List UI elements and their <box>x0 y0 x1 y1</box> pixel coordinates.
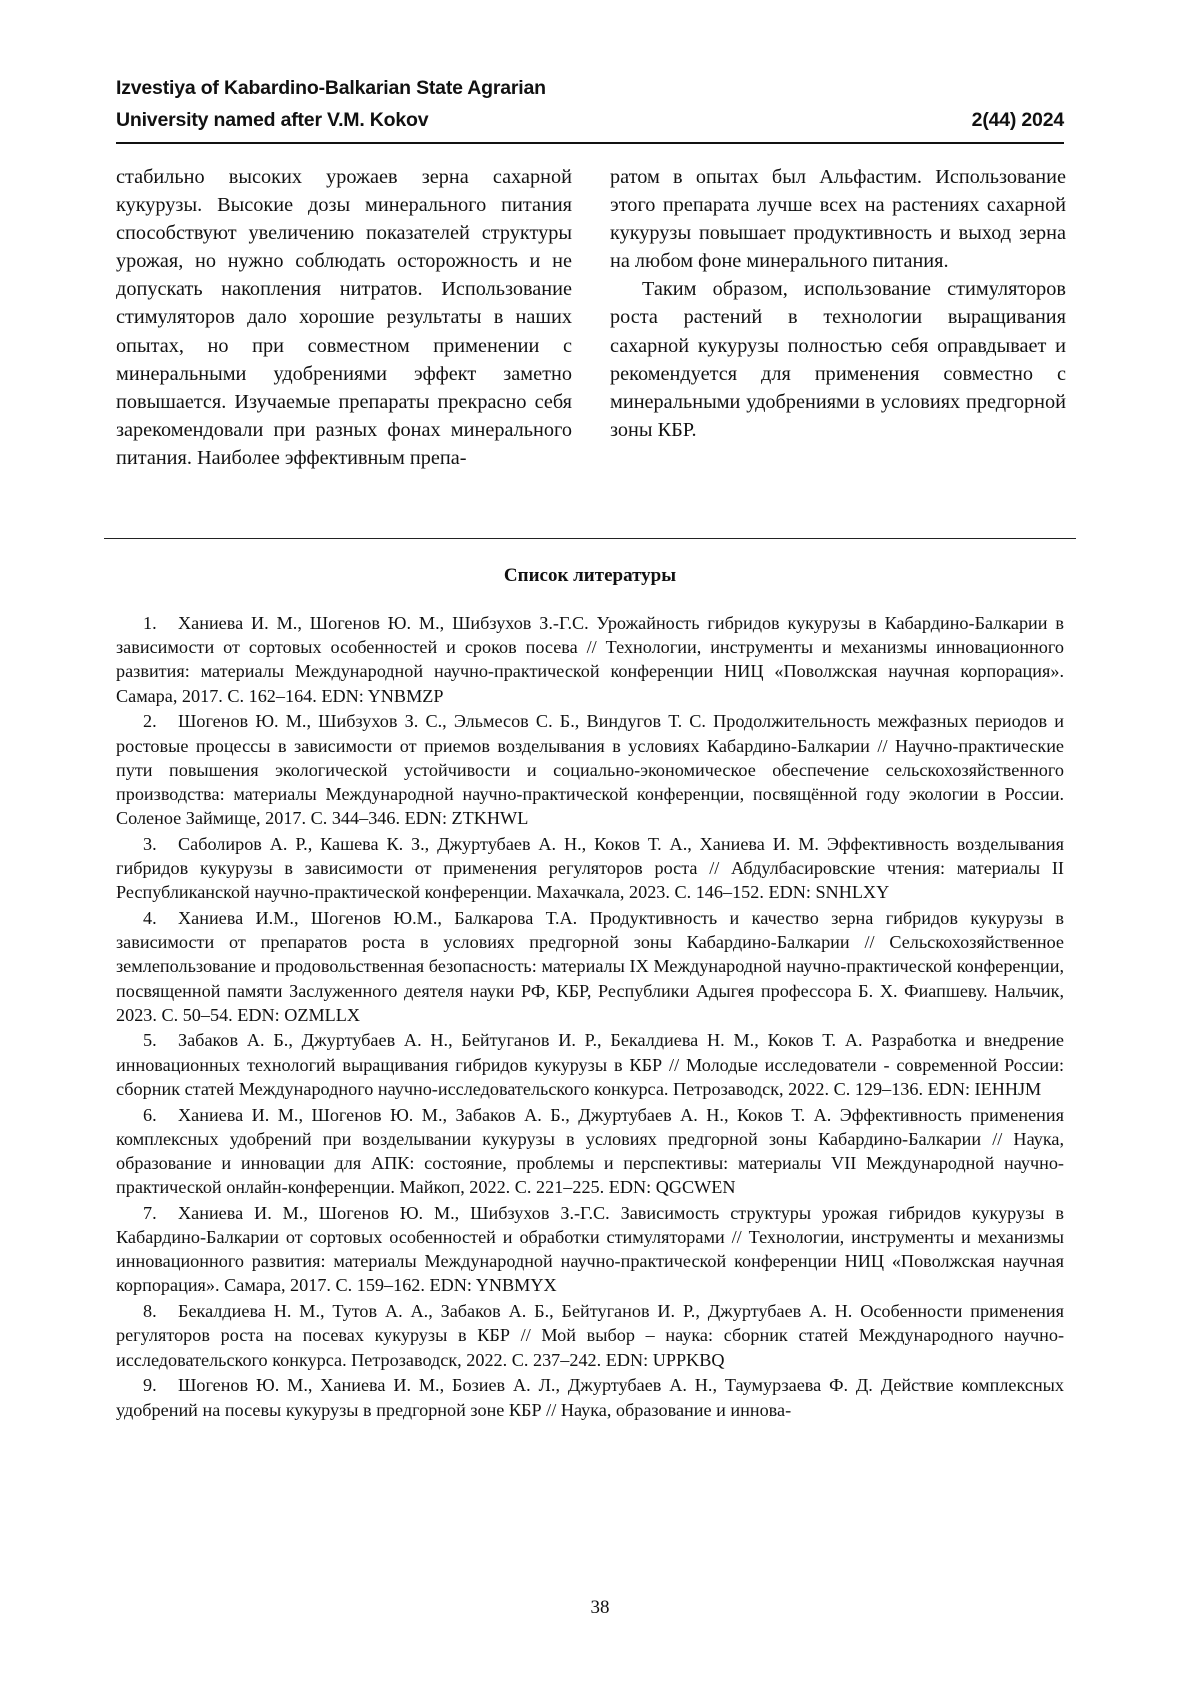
reference-text: Ханиева И. М., Шогенов Ю. М., Забаков А. Б., Джуртубаев А. Н., Коков Т. А. Эффективность применения комплексных удобрений при возделывании кукурузы в условиях предгорной зоны Кабардино-Балкарии // Наука, образование и инновации для АПК: состояние, проблемы и перспективы: материалы VII Международной научно-практической онлайн-конференции. Майкоп, 2022. С. 221–225. EDN: QGCWEN <box>116 1104 1064 1198</box>
reference-item <box>116 1373 1064 1421</box>
body-columns <box>116 163 1064 523</box>
reference-text: Ханиева И. М., Шогенов Ю. М., Шибзухов З.-Г.С. Урожайность гибридов кукурузы в Кабардино-Балкарии в зависимости от сортовых особенностей и сроков посева // Технологии, инструменты и механизмы инновационного развития: материалы Международной научно-практической конференции НИЦ «Поволжская научная корпорация». Самара, 2017. С. 162–164. EDN: YNBMZP <box>116 613 1064 706</box>
right-column-paragraph-2: Таким образом, использование стимуляторов роста растений в технологии выращивания сахарной кукурузы полностью себя оправдывает и рекомендуется для применения совместно с минеральными удобрениями в условиях предгорной зоны КБР. <box>610 278 1066 441</box>
references-list <box>116 611 1064 1423</box>
reference-number: 6. <box>143 1104 157 1125</box>
reference-number: 4. <box>143 907 157 928</box>
reference-item <box>116 709 1064 830</box>
reference-text: Ханиева И. М., Шогенов Ю. М., Шибзухов З.-Г.С. Зависимость структуры урожая гибридов кукурузы в Кабардино-Балкарии от сортовых особенностей и обработки стимуляторами // Технологии, инструменты и механизмы инновационного развития: материалы Международной научно-практической конференции НИЦ «Поволжская научная корпорация». Самара, 2017. С. 159–162. EDN: YNBMYX <box>116 1202 1064 1296</box>
page-number: 38 <box>590 1597 610 1618</box>
reference-text: Забаков А. Б., Джуртубаев А. Н., Бейтуганов И. Р., Бекалдиева Н. М., Коков Т. А. Разработка и внедрение инновационных технологий выращивания гибридов кукурузы в КБР // Молодые исследователи - современной России: сборник статей Международного научно-исследовательского конкурса. Петрозаводск, 2022. С. 129–136. EDN: IEHHJM <box>116 1030 1064 1099</box>
reference-text: Саболиров А. Р., Кашева К. З., Джуртубаев А. Н., Коков Т. А., Ханиева И. М. Эффективность возделывания гибридов кукурузы в зависимости от применения регуляторов роста // Абдулбасировские чтения: материалы II Республиканской научно-практической конференции. Махачкала, 2023. С. 146–152. EDN: SNHLXY <box>116 833 1064 903</box>
reference-number: 2. <box>143 711 157 732</box>
reference-number: 8. <box>143 1301 157 1322</box>
reference-number: 1. <box>143 613 157 633</box>
reference-number: 3. <box>143 833 157 854</box>
left-column-paragraph: стабильно высоких урожаев зерна сахарной кукурузы. Высокие дозы минерального питания способствуют увеличению показателей структуры урожая, но нужно соблюдать осторожность и не допускать накопления нитратов. Использование стимуляторов дало хорошие результаты в наших опытах, но при совместном применении с минеральными удобрениями эффект заметно повышается. Изучаемые препараты прекрасно себя зарекомендовали при разных фонах минерального питания. Наиболее эффективным препа- <box>116 166 572 469</box>
reference-item <box>116 906 1064 1027</box>
section-divider <box>104 538 1076 539</box>
reference-item <box>116 1201 1064 1298</box>
references-title: Список литературы <box>503 565 677 586</box>
reference-text: Шогенов Ю. М., Шибзухов З. С., Эльмесов С. Б., Виндугов Т. С. Продолжительность межфазных периодов и ростовые процессы в зависимости от приемов возделывания в условиях Кабардино-Балкарии // Научно-практические пути повышения экологической устойчивости и социально-экономическое обеспечение сельскохозяйственного производства: материалы Международной научно-практической конференции, посвящённой году экологии в России. Соленое Займище, 2017. С. 344–346. EDN: ZTKHWL <box>116 711 1064 829</box>
reference-text: Ханиева И.М., Шогенов Ю.М., Балкарова Т.А. Продуктивность и качество зерна гибридов кукурузы в зависимости от препаратов роста в условиях предгорной зоны Кабардино-Балкарии // Сельскохозяйственное землепользование и продовольственная безопасность: материалы IX Международной научно-практической конференции, посвященной памяти Заслуженного деятеля науки РФ, КБР, Республики Адыгея профессора Б. Х. Фиапшеву. Нальчик, 2023. С. 50–54. EDN: OZMLLX <box>116 907 1064 1025</box>
reference-text: Бекалдиева Н. М., Тутов А. А., Забаков А. Б., Бейтуганов И. Р., Джуртубаев А. Н. Особенности применения регуляторов роста на посевах кукурузы в КБР // Мой выбор – наука: сборник статей Международного научно-исследовательского конкурса. Петрозаводск, 2022. С. 237–242. EDN: UPPKBQ <box>116 1301 1064 1370</box>
left-column <box>116 163 572 472</box>
header-divider <box>116 142 1064 144</box>
reference-text: Шогенов Ю. М., Ханиева И. М., Бозиев А. Л., Джуртубаев А. Н., Таумурзаева Ф. Д. Действие комплексных удобрений на посевы кукурузы в предгорной зоне КБР // Наука, образование и иннова- <box>116 1375 1064 1420</box>
right-column <box>610 163 1066 444</box>
reference-number: 9. <box>143 1375 157 1396</box>
reference-item <box>116 1299 1064 1372</box>
reference-item <box>116 611 1064 708</box>
reference-number: 5. <box>143 1030 157 1051</box>
reference-item <box>116 1028 1064 1101</box>
reference-item <box>116 1103 1064 1200</box>
journal-title-line-1: Izvestiya of Kabardino-Balkarian State Agrarian <box>116 77 546 99</box>
reference-item <box>116 832 1064 905</box>
issue-number: 2(44) 2024 <box>971 109 1064 131</box>
running-header <box>116 72 1064 136</box>
reference-number: 7. <box>143 1202 157 1223</box>
journal-title-line-2: University named after V.M. Kokov <box>116 109 429 131</box>
right-column-paragraph-1: ратом в опытах был Альфастим. Использование этого препарата лучше всех на растениях сахарной кукурузы повышает продуктивность и выход зерна на любом фоне минерального питания. <box>610 166 1066 273</box>
